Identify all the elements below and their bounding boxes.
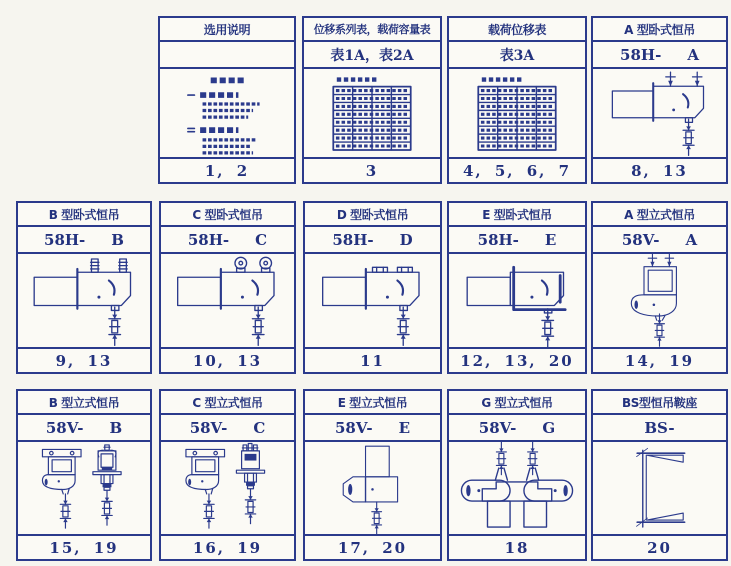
panel-title: 选用说明: [160, 18, 294, 42]
panel-body: [18, 442, 150, 534]
panel-body: [449, 442, 585, 534]
model-variant: D: [399, 230, 413, 249]
panel-title: E 型立式恒吊: [305, 391, 440, 415]
panel-subtitle: [304, 42, 440, 69]
panel-pages: 10, 13: [161, 347, 294, 372]
model-prefix: 58V-: [334, 418, 373, 437]
hanger-diagram-58v-b: [18, 442, 150, 534]
panel-pages: 18: [449, 534, 585, 559]
model-prefix: 58H-: [187, 230, 230, 249]
data-table-thumbnail: [304, 69, 440, 157]
panel-pages: 4, 5, 6, 7: [449, 157, 585, 182]
model-prefix: 58V-: [45, 418, 84, 437]
model-prefix: 58V-: [478, 418, 517, 437]
panel-title: C 型立式恒吊: [161, 391, 294, 415]
hanger-diagram-58v-a: [593, 254, 726, 347]
panel-body: [593, 442, 726, 534]
hanger-diagram-58h-b: [18, 254, 150, 347]
panel-body: [161, 254, 294, 347]
panel-pages: 17, 20: [305, 534, 440, 559]
model-prefix: BS-: [644, 418, 675, 437]
panel-body: [161, 442, 294, 534]
model-variant: G: [542, 418, 556, 437]
usage-notes-placeholder-text: [160, 69, 294, 157]
panel-body: [160, 69, 294, 157]
panel-model: [161, 227, 294, 254]
panel-body: [305, 254, 440, 347]
panel-model: [593, 415, 726, 442]
panel-58h-a: [591, 16, 728, 184]
panel-model: [305, 227, 440, 254]
hanger-diagram-58h-e: [449, 254, 585, 347]
table-ref-label: 表1A，表2A: [330, 47, 414, 64]
panel-title: C 型卧式恒吊: [161, 203, 294, 227]
panel-title: 载荷位移表: [449, 18, 585, 42]
panel-model: [18, 227, 150, 254]
panel-model: [449, 415, 585, 442]
panel-title: A 型卧式恒吊: [593, 18, 726, 42]
panel-body: [593, 254, 726, 347]
panel-body: [449, 254, 585, 347]
model-prefix: 58H-: [332, 230, 374, 249]
panel-58h-e: [447, 201, 587, 374]
model-variant: B: [109, 418, 123, 437]
panel-58v-a: [591, 201, 728, 374]
panel-pages: 20: [593, 534, 726, 559]
panel-58v-e: [303, 389, 442, 561]
panel-title: B 型卧式恒吊: [18, 203, 150, 227]
panel-selection-notes: [158, 16, 296, 184]
panel-58v-b: [16, 389, 152, 561]
panel-pages: 15, 19: [18, 534, 150, 559]
panel-body: [449, 69, 585, 157]
hanger-diagram-58v-c: [161, 442, 294, 534]
panel-displacement-series-table: [302, 16, 442, 184]
panel-model: [161, 415, 294, 442]
panel-title: G 型立式恒吊: [449, 391, 585, 415]
hanger-diagram-58v-g: [449, 442, 585, 534]
panel-body: [304, 69, 440, 157]
panel-title: B 型立式恒吊: [18, 391, 150, 415]
panel-bs-saddle: [591, 389, 728, 561]
panel-title: D 型卧式恒吊: [305, 203, 440, 227]
panel-58v-g: [447, 389, 587, 561]
panel-body: [305, 442, 440, 534]
hanger-diagram-58v-e: [305, 442, 440, 534]
panel-subtitle: [160, 42, 294, 69]
model-variant: A: [685, 230, 698, 249]
panel-pages: 1, 2: [160, 157, 294, 182]
panel-58h-d: [303, 201, 442, 374]
table-ref-label: 表3A: [499, 47, 535, 64]
panel-subtitle: [449, 42, 585, 69]
panel-title: 位移系列表，载荷容量表: [304, 18, 440, 42]
model-prefix: 58H-: [477, 230, 519, 249]
panel-58h-b: [16, 201, 152, 374]
model-variant: C: [255, 230, 268, 249]
panel-pages: 9, 13: [18, 347, 150, 372]
model-prefix: 58H-: [44, 230, 86, 249]
hanger-diagram-58h-c: [161, 254, 294, 347]
panel-pages: 3: [304, 157, 440, 182]
panel-title: E 型卧式恒吊: [449, 203, 585, 227]
panel-title: BS型恒吊鞍座: [593, 391, 726, 415]
panel-58v-c: [159, 389, 296, 561]
model-prefix: 58V-: [621, 230, 660, 249]
panel-model: [305, 415, 440, 442]
panel-model: [593, 227, 726, 254]
data-table-thumbnail: [449, 69, 585, 157]
hanger-diagram-58h-a: [593, 69, 726, 157]
panel-pages: 16, 19: [161, 534, 294, 559]
model-variant: E: [544, 230, 557, 249]
model-variant: C: [253, 418, 266, 437]
hanger-diagram-58h-d: [305, 254, 440, 347]
panel-model: [593, 42, 726, 69]
model-prefix: 58H-: [620, 45, 662, 64]
panel-model: [18, 415, 150, 442]
panel-pages: 14, 19: [593, 347, 726, 372]
panel-body: [18, 254, 150, 347]
panel-model: [449, 227, 585, 254]
model-variant: E: [398, 418, 411, 437]
model-prefix: 58V-: [189, 418, 228, 437]
panel-title: A 型立式恒吊: [593, 203, 726, 227]
saddle-diagram-bs: [593, 442, 726, 534]
model-variant: A: [687, 45, 699, 64]
panel-58h-c: [159, 201, 296, 374]
panel-load-displacement-table: [447, 16, 587, 184]
panel-pages: 11: [305, 347, 440, 372]
panel-pages: 8, 13: [593, 157, 726, 182]
panel-body: [593, 69, 726, 157]
panel-pages: 12, 13, 20: [449, 347, 585, 372]
model-variant: B: [111, 230, 124, 249]
